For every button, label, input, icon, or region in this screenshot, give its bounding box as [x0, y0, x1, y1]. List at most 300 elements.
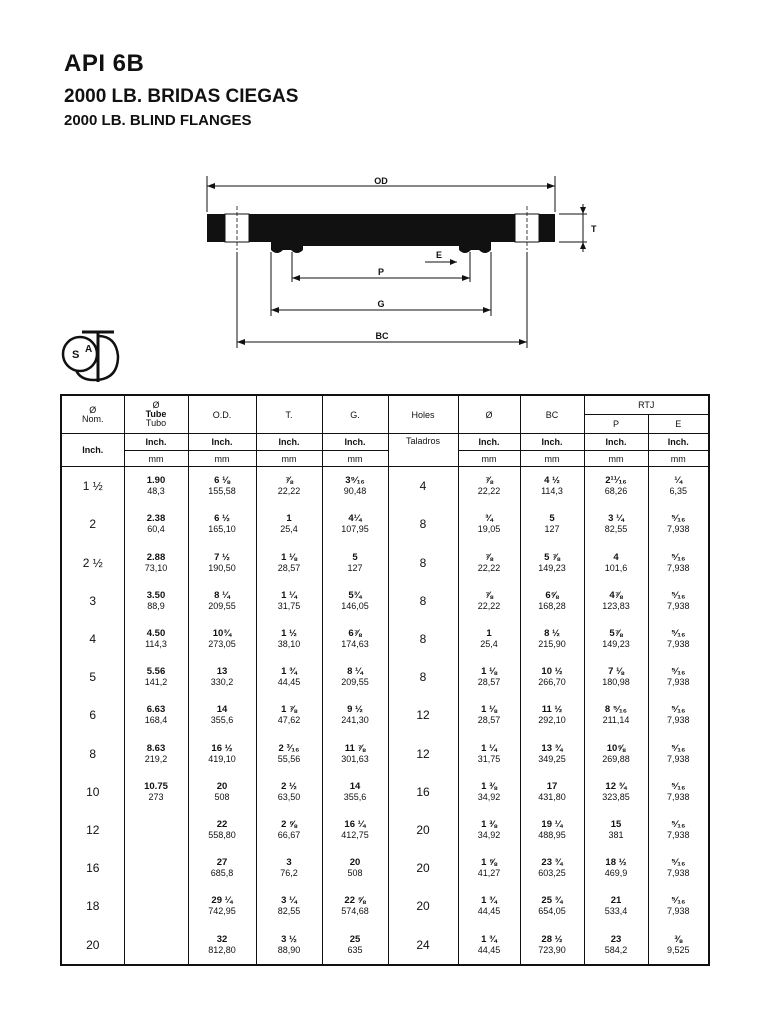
value-mm: 812,80 — [208, 944, 236, 955]
value-mm: 28,57 — [277, 562, 301, 573]
cell-bc — [520, 887, 584, 925]
value-mm: 107,95 — [341, 524, 369, 535]
cell-tube — [124, 811, 188, 849]
header-t: T. — [256, 395, 322, 434]
cell-bc — [520, 773, 584, 811]
cell-d — [458, 505, 520, 543]
value-mm: 355,6 — [210, 715, 234, 726]
value-inch: ⁵⁄₁₆ — [671, 551, 686, 563]
cell-od — [188, 658, 256, 696]
cell-g — [322, 811, 388, 849]
value-inch: ⁵⁄₁₆ — [671, 895, 686, 907]
value-mm: 66,67 — [277, 829, 301, 840]
cell-g — [322, 620, 388, 658]
cell-g — [322, 582, 388, 620]
value-mm: 82,55 — [604, 524, 628, 535]
value-mm: 76,2 — [280, 868, 298, 879]
value-mm: 165,10 — [208, 524, 236, 535]
cell-p — [584, 582, 648, 620]
value-mm: 31,75 — [477, 753, 501, 764]
value-mm: 22,22 — [277, 486, 301, 497]
value-mm: 114,3 — [541, 486, 563, 497]
value-inch: 1 ⅝ — [481, 857, 497, 869]
value-mm: 44,45 — [277, 677, 301, 688]
value-inch: 3⁹⁄₁₆ — [345, 475, 365, 487]
value-inch: 2 ³⁄₁₆ — [278, 742, 300, 754]
cell-tube — [124, 696, 188, 734]
cell-p — [584, 926, 648, 966]
cell-e — [648, 696, 709, 734]
cell-nom: 1 ½ — [61, 467, 124, 506]
value-inch: 6⅝ — [545, 589, 559, 601]
cell-tube — [124, 849, 188, 887]
cell-p — [584, 887, 648, 925]
cell-p — [584, 467, 648, 506]
g-label: G — [377, 299, 385, 309]
value-inch: 1 ⅜ — [481, 780, 497, 792]
value-mm: 7,938 — [666, 791, 690, 802]
value-mm: 22,22 — [477, 486, 501, 497]
value-mm: 7,938 — [666, 753, 690, 764]
value-mm: 7,938 — [666, 677, 690, 688]
cell-bc — [520, 696, 584, 734]
cell-holes: 8 — [388, 505, 458, 543]
value-inch: 20 — [349, 857, 361, 869]
value-inch: ⁵⁄₁₆ — [671, 666, 686, 678]
value-inch: 4 — [613, 551, 619, 563]
unit-e: Inch. mm — [648, 434, 709, 467]
value-mm: 488,95 — [538, 829, 566, 840]
cell-bc — [520, 734, 584, 772]
cell-nom: 8 — [61, 734, 124, 772]
value-inch: 10 ½ — [541, 666, 563, 678]
value-inch: 28 ½ — [541, 933, 563, 945]
value-inch: 2¹¹⁄₁₆ — [605, 475, 627, 487]
value-mm: 7,938 — [666, 715, 690, 726]
value-inch: 22 ⅝ — [344, 895, 366, 907]
cell-nom: 4 — [61, 620, 124, 658]
value-mm: 742,95 — [208, 906, 236, 917]
value-mm: 419,10 — [208, 753, 236, 764]
header-g: G. — [322, 395, 388, 434]
cell-g — [322, 849, 388, 887]
table-row — [61, 696, 709, 734]
value-mm: 48,3 — [147, 486, 165, 497]
flange-cross-section-drawing — [195, 170, 615, 360]
value-inch: ⁵⁄₁₆ — [671, 513, 686, 525]
value-mm: 269,88 — [602, 753, 630, 764]
t-label: T — [591, 224, 597, 234]
value-inch: 1.90 — [146, 475, 166, 487]
value-inch: 15 — [610, 818, 622, 830]
cell-d — [458, 696, 520, 734]
value-inch: ⅞ — [485, 589, 493, 601]
value-inch: 2.88 — [146, 551, 166, 563]
value-inch: 6.63 — [146, 704, 166, 716]
value-inch: 1 ¼ — [481, 742, 497, 754]
value-inch: 13 ¾ — [541, 742, 563, 754]
cell-holes: 12 — [388, 734, 458, 772]
value-mm: 7,938 — [666, 638, 690, 649]
cell-e — [648, 658, 709, 696]
value-inch: 21 — [610, 895, 622, 907]
value-mm: 7,938 — [666, 524, 690, 535]
cell-holes: 16 — [388, 773, 458, 811]
cell-bc — [520, 505, 584, 543]
value-inch: ¼ — [674, 475, 683, 487]
value-mm: 273,05 — [208, 638, 236, 649]
cell-holes: 8 — [388, 620, 458, 658]
table-row — [61, 773, 709, 811]
value-inch: 7 ⅛ — [608, 666, 624, 678]
cell-t — [256, 582, 322, 620]
svg-text:A: A — [85, 344, 93, 355]
value-mm: 19,05 — [477, 524, 501, 535]
cell-e — [648, 773, 709, 811]
cell-d — [458, 582, 520, 620]
value-mm: 22,22 — [477, 562, 501, 573]
value-inch: 1 ¾ — [481, 933, 497, 945]
value-inch: 8 ⁵⁄₁₆ — [604, 704, 628, 716]
value-inch: 5 — [549, 513, 555, 525]
value-mm: 25,4 — [480, 638, 498, 649]
cell-nom: 2 — [61, 505, 124, 543]
table-row — [61, 811, 709, 849]
value-inch: 3 ¼ — [281, 895, 297, 907]
value-mm: 38,10 — [277, 638, 301, 649]
unit-od: Inch. mm — [188, 434, 256, 467]
cell-t — [256, 734, 322, 772]
cell-t — [256, 811, 322, 849]
value-inch: 23 ¾ — [541, 857, 563, 869]
value-inch: ⁵⁄₁₆ — [671, 857, 686, 869]
value-mm: 558,80 — [208, 829, 236, 840]
value-inch: ¾ — [485, 513, 493, 525]
value-mm: 654,05 — [538, 906, 566, 917]
value-mm: 355,6 — [343, 791, 367, 802]
value-inch: 14 — [349, 780, 361, 792]
cell-nom: 2 ½ — [61, 543, 124, 581]
table-row — [61, 543, 709, 581]
value-mm: 209,55 — [208, 600, 236, 611]
value-inch: 6⅞ — [348, 627, 362, 639]
cell-holes: 8 — [388, 658, 458, 696]
value-mm: 508 — [214, 791, 230, 802]
cell-bc — [520, 467, 584, 506]
value-mm: 34,92 — [477, 791, 501, 802]
cell-od — [188, 505, 256, 543]
value-inch: 4¼ — [348, 513, 362, 525]
value-inch: 1 — [286, 513, 292, 525]
value-mm: 168,28 — [538, 600, 566, 611]
cell-holes: 20 — [388, 887, 458, 925]
value-inch: 27 — [216, 857, 228, 869]
cell-g — [322, 696, 388, 734]
value-inch: 1 ⅜ — [481, 818, 497, 830]
value-mm: 47,62 — [277, 715, 301, 726]
table-row — [61, 658, 709, 696]
value-inch: 8 ½ — [544, 627, 560, 639]
cell-p — [584, 849, 648, 887]
table-row — [61, 849, 709, 887]
cell-e — [648, 849, 709, 887]
header-diameter: Ø — [458, 395, 520, 434]
cell-nom: 5 — [61, 658, 124, 696]
cell-g — [322, 543, 388, 581]
cell-od — [188, 849, 256, 887]
value-mm: 7,938 — [666, 829, 690, 840]
value-mm: 9,525 — [666, 944, 690, 955]
value-inch: 23 — [610, 933, 622, 945]
e-label: E — [436, 250, 443, 260]
cell-od — [188, 620, 256, 658]
value-inch: 1 ¾ — [281, 666, 297, 678]
value-mm: 127 — [544, 524, 560, 535]
cell-g — [322, 734, 388, 772]
table-row — [61, 620, 709, 658]
value-inch: ⅜ — [674, 933, 683, 945]
cell-od — [188, 543, 256, 581]
value-inch: 7 ½ — [214, 551, 230, 563]
value-mm: 6,35 — [669, 486, 688, 497]
value-mm: 41,27 — [477, 868, 501, 879]
value-inch: ⁵⁄₁₆ — [671, 627, 686, 639]
value-mm: 174,63 — [341, 638, 369, 649]
cell-e — [648, 582, 709, 620]
value-mm: 209,55 — [341, 677, 369, 688]
table-row — [61, 734, 709, 772]
cell-p — [584, 773, 648, 811]
header-rtj: RTJ — [584, 395, 709, 415]
value-inch: 2 ⅝ — [281, 818, 297, 830]
value-inch: 1 ¼ — [281, 589, 297, 601]
cell-nom: 16 — [61, 849, 124, 887]
cell-bc — [520, 582, 584, 620]
unit-tube: Inch. mm — [124, 434, 188, 467]
value-mm: 155,58 — [208, 486, 236, 497]
flange-body — [207, 214, 555, 253]
cell-holes: 20 — [388, 849, 458, 887]
value-inch: 16 ¼ — [344, 818, 366, 830]
cell-d — [458, 467, 520, 506]
value-mm: 141,2 — [144, 677, 168, 688]
value-inch: 9 ½ — [347, 704, 363, 716]
cell-e — [648, 543, 709, 581]
value-inch: 14 — [216, 704, 228, 716]
value-inch: ⁵⁄₁₆ — [671, 589, 686, 601]
value-inch: 22 — [216, 818, 228, 830]
cell-g — [322, 773, 388, 811]
value-inch: 3 ¼ — [608, 513, 624, 525]
cell-tube — [124, 658, 188, 696]
subtitle-english: 2000 LB. BLIND FLANGES — [64, 112, 252, 129]
value-inch: 18 ½ — [605, 857, 627, 869]
value-mm: 301,63 — [341, 753, 369, 764]
value-inch: 20 — [216, 780, 228, 792]
value-inch: 8 ¼ — [214, 589, 230, 601]
cell-tube — [124, 505, 188, 543]
cell-t — [256, 543, 322, 581]
cell-tube — [124, 734, 188, 772]
value-inch: 2 ½ — [281, 780, 297, 792]
cell-g — [322, 467, 388, 506]
cell-bc — [520, 658, 584, 696]
table-body — [61, 467, 709, 966]
value-mm: 68,26 — [604, 486, 628, 497]
cell-t — [256, 773, 322, 811]
cell-t — [256, 926, 322, 966]
value-mm: 190,50 — [208, 562, 236, 573]
value-mm: 114,3 — [145, 638, 167, 649]
value-inch: 4.50 — [146, 627, 166, 639]
cell-holes: 12 — [388, 696, 458, 734]
cell-t — [256, 620, 322, 658]
unit-g: Inch. mm — [322, 434, 388, 467]
value-inch: 5⅞ — [609, 627, 623, 639]
cell-d — [458, 887, 520, 925]
value-mm: 34,92 — [477, 829, 501, 840]
value-inch: ⁵⁄₁₆ — [671, 704, 686, 716]
value-mm: 28,57 — [477, 677, 501, 688]
value-inch: 3 — [286, 857, 292, 869]
cell-d — [458, 734, 520, 772]
value-mm: 635 — [347, 944, 363, 955]
value-inch: 5 ⅞ — [544, 551, 560, 563]
value-inch: 25 — [349, 933, 361, 945]
cell-od — [188, 467, 256, 506]
value-mm: 723,90 — [538, 944, 566, 955]
value-inch: 13 — [216, 666, 228, 678]
cell-od — [188, 696, 256, 734]
cell-nom: 3 — [61, 582, 124, 620]
value-mm: 149,23 — [538, 562, 566, 573]
value-mm: 412,75 — [341, 829, 369, 840]
cell-od — [188, 734, 256, 772]
cell-bc — [520, 811, 584, 849]
value-inch: 12 ¾ — [605, 780, 627, 792]
value-inch: 4 ½ — [544, 475, 560, 487]
cell-d — [458, 849, 520, 887]
value-mm: 88,9 — [147, 600, 165, 611]
cell-p — [584, 620, 648, 658]
value-inch: 17 — [546, 780, 558, 792]
value-mm: 323,85 — [602, 791, 630, 802]
header-rtj-e: E — [648, 415, 709, 434]
header-bc: BC — [520, 395, 584, 434]
value-inch: ⁵⁄₁₆ — [671, 780, 686, 792]
value-mm: 574,68 — [341, 906, 369, 917]
value-mm: 28,57 — [477, 715, 501, 726]
value-inch: 5¾ — [348, 589, 362, 601]
value-mm: 349,25 — [538, 753, 566, 764]
cell-t — [256, 849, 322, 887]
cell-p — [584, 734, 648, 772]
cell-holes: 4 — [388, 467, 458, 506]
value-mm: 55,56 — [277, 753, 301, 764]
value-inch: 1 ⅞ — [281, 704, 297, 716]
value-inch: 10¾ — [212, 627, 232, 639]
cell-tube — [124, 582, 188, 620]
value-mm: 123,83 — [602, 600, 630, 611]
value-mm: 82,55 — [277, 906, 301, 917]
cell-holes: 8 — [388, 543, 458, 581]
value-mm: 22,22 — [477, 600, 501, 611]
cell-bc — [520, 926, 584, 966]
value-mm: 584,2 — [604, 944, 628, 955]
value-inch: 8 ¼ — [347, 666, 363, 678]
value-mm: 241,30 — [341, 715, 369, 726]
value-inch: 5 — [352, 551, 358, 563]
value-mm: 330,2 — [210, 677, 234, 688]
value-inch: 1 — [486, 627, 492, 639]
value-mm: 469,9 — [604, 868, 628, 879]
page-title: API 6B — [64, 50, 145, 77]
cell-p — [584, 543, 648, 581]
value-inch: 3 ½ — [281, 933, 297, 945]
unit-holes: Taladros — [388, 434, 458, 467]
header-rtj-p: P — [584, 415, 648, 434]
cell-e — [648, 926, 709, 966]
blind-flange-spec-table — [60, 394, 710, 966]
cell-nom: 12 — [61, 811, 124, 849]
value-mm: 533,4 — [604, 906, 628, 917]
cell-tube — [124, 467, 188, 506]
value-inch: ⅞ — [485, 551, 493, 563]
cell-d — [458, 658, 520, 696]
cell-g — [322, 658, 388, 696]
cell-od — [188, 926, 256, 966]
cell-od — [188, 773, 256, 811]
cell-d — [458, 543, 520, 581]
value-inch: 19 ¼ — [541, 818, 563, 830]
cell-p — [584, 811, 648, 849]
value-mm: 431,80 — [538, 791, 566, 802]
value-mm: 215,90 — [538, 638, 566, 649]
cell-d — [458, 811, 520, 849]
cell-bc — [520, 620, 584, 658]
cell-e — [648, 887, 709, 925]
value-mm: 101,6 — [604, 562, 628, 573]
table-row — [61, 926, 709, 966]
unit-nom: Inch. — [61, 434, 124, 467]
value-inch: 1 ⅛ — [481, 666, 497, 678]
cell-nom: 18 — [61, 887, 124, 925]
value-inch: 6 ⅛ — [214, 475, 230, 487]
header-nom: Ø Nom. — [61, 395, 124, 434]
cell-tube — [124, 543, 188, 581]
value-inch: 1 ½ — [281, 627, 297, 639]
cell-e — [648, 467, 709, 506]
value-inch: 25 ¾ — [541, 895, 563, 907]
cell-tube — [124, 887, 188, 925]
cell-p — [584, 696, 648, 734]
value-mm: 90,48 — [343, 486, 367, 497]
cell-e — [648, 811, 709, 849]
cell-od — [188, 887, 256, 925]
value-mm: 685,8 — [210, 868, 234, 879]
value-mm: 381 — [608, 829, 624, 840]
svg-text:S: S — [72, 349, 80, 361]
value-mm: 44,45 — [477, 944, 501, 955]
cell-d — [458, 926, 520, 966]
cell-g — [322, 505, 388, 543]
bc-label: BC — [375, 331, 389, 341]
header-od: O.D. — [188, 395, 256, 434]
unit-p: Inch. mm — [584, 434, 648, 467]
value-inch: 1 ¾ — [481, 895, 497, 907]
cell-bc — [520, 849, 584, 887]
cell-nom: 6 — [61, 696, 124, 734]
